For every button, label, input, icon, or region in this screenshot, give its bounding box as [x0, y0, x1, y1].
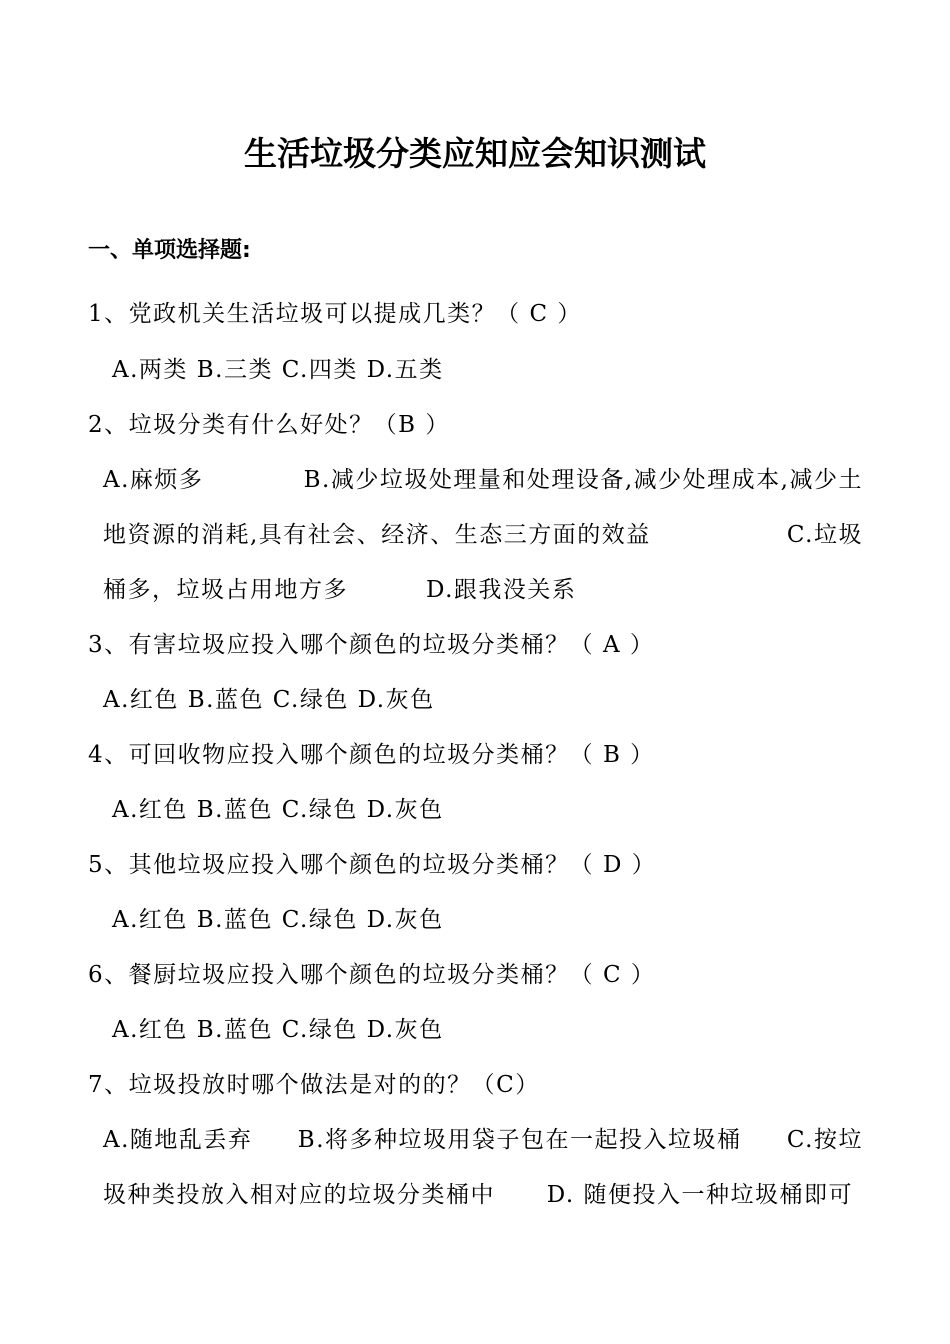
question-2-options-line-2 — [103, 519, 863, 551]
question-3-options: A.红色 B.蓝色 C.绿色 D.灰色 — [103, 687, 435, 713]
option-c-cont: 圾种类投放入相对应的垃圾分类桶中 — [103, 1182, 495, 1208]
option-c-cont: 桶多，垃圾占用地方多 — [103, 577, 348, 603]
question-2-options-line-3 — [103, 574, 576, 606]
question-5: 5、其他垃圾应投入哪个颜色的垃圾分类桶？（ D ） — [88, 852, 657, 878]
option-a: A.麻烦多 — [103, 467, 204, 493]
option-a: A.随地乱丢弃 — [103, 1127, 253, 1153]
question-5-options: A.红色 B.蓝色 C.绿色 D.灰色 — [112, 907, 444, 933]
option-d: D. 随便投入一种垃圾桶即可 — [546, 1182, 853, 1208]
option-c: C.垃圾 — [786, 522, 863, 548]
option-b: B.减少垃圾处理量和处理设备,减少处理成本,减少土 — [303, 467, 863, 493]
question-6: 6、餐厨垃圾应投入哪个颜色的垃圾分类桶？（ C ） — [88, 962, 656, 988]
question-3: 3、有害垃圾应投入哪个颜色的垃圾分类桶？（ A ） — [88, 632, 655, 658]
option-b: B.将多种垃圾用袋子包在一起投入垃圾桶 — [297, 1127, 742, 1153]
question-7-options-line-2 — [103, 1179, 853, 1211]
question-1-options: A.两类 B.三类 C.四类 D.五类 — [112, 357, 444, 383]
question-7: 7、垃圾投放时哪个做法是对的的？（C） — [88, 1072, 540, 1098]
question-1: 1、党政机关生活垃圾可以提成几类？（ C ） — [88, 301, 582, 327]
section-heading: 一、单项选择题: — [88, 238, 251, 263]
question-7-options-line-1 — [103, 1124, 863, 1156]
question-2: 2、垃圾分类有什么好处？（B ） — [88, 412, 450, 438]
page-title: 生活垃圾分类应知应会知识测试 — [244, 134, 706, 173]
option-b-cont: 地资源的消耗,具有社会、经济、生态三方面的效益 — [103, 522, 651, 548]
question-6-options: A.红色 B.蓝色 C.绿色 D.灰色 — [112, 1017, 444, 1043]
question-4: 4、可回收物应投入哪个颜色的垃圾分类桶？（ B ） — [88, 742, 655, 768]
question-4-options: A.红色 B.蓝色 C.绿色 D.灰色 — [112, 797, 444, 823]
option-c: C.按垃 — [786, 1127, 863, 1153]
question-2-options-line-1 — [103, 464, 863, 496]
option-d: D.跟我没关系 — [426, 577, 577, 603]
